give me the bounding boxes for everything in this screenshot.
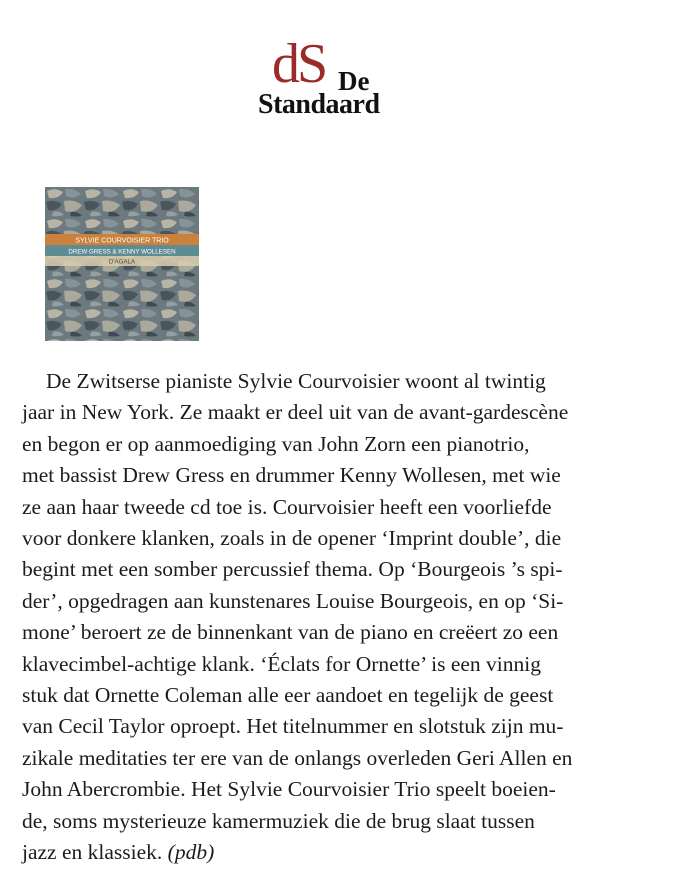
article-line: der’, opgedragen aan kunstenares Louise Bourgeois, en op ‘Si- bbox=[22, 588, 564, 613]
article-line: mone’ beroert ze de binnenkant van de piano en creëert zo een bbox=[22, 620, 559, 645]
author-credit: (pdb) bbox=[167, 840, 215, 865]
cover-subtitle: DREW GRESS & KENNY WOLLESEN bbox=[68, 248, 176, 256]
article-line: jaar in New York. Ze maakt er deel uit van de avant-gardescène bbox=[22, 400, 569, 425]
de-standaard-logo bbox=[258, 33, 408, 122]
logo-word-standaard: Standaard bbox=[258, 89, 380, 120]
cover-title: SYLVIE COURVOISIER TRIO bbox=[75, 237, 169, 245]
article-line: John Abercrombie. Het Sylvie Courvoisier Trio speelt boeien- bbox=[22, 777, 556, 802]
article-line: met bassist Drew Gress en drummer Kenny Wollesen, met wie bbox=[22, 463, 561, 488]
logo-mark: dS bbox=[272, 33, 326, 95]
article-line-text: jazz en klassiek. bbox=[22, 840, 163, 865]
article-line: van Cecil Taylor oproept. Het titelnummer en slotstuk zijn mu- bbox=[22, 714, 564, 739]
cover-album-name: D'AGALA bbox=[108, 258, 136, 266]
article-line: de, soms mysterieuze kamermuziek die de brug slaat tussen bbox=[22, 808, 535, 833]
article-line: zikale meditaties ter ere van de onlangs overleden Geri Allen en bbox=[22, 745, 573, 770]
article-line: De Zwitserse pianiste Sylvie Courvoisier woont al twintig bbox=[46, 369, 546, 393]
article-line: stuk dat Ornette Coleman alle eer aandoet en tegelijk de geest bbox=[22, 683, 554, 708]
logo-word-de: De bbox=[338, 66, 370, 96]
article-line: ze aan haar tweede cd toe is. Courvoisier heeft een voorliefde bbox=[22, 494, 552, 519]
article-body bbox=[22, 366, 642, 869]
article-line: begint met een somber percussief thema. Op ‘Bourgeois ’s spi- bbox=[22, 557, 563, 582]
article-line: voor donkere klanken, zoals in de opener ‘Imprint double’, die bbox=[22, 526, 562, 551]
article-line: klavecimbel-achtige klank. ‘Éclats for Ornette’ is een vinnig bbox=[22, 651, 541, 676]
album-cover bbox=[45, 187, 199, 341]
article-last-line bbox=[22, 837, 642, 868]
article-line: en begon er op aanmoediging van John Zorn een pianotrio, bbox=[22, 431, 530, 456]
